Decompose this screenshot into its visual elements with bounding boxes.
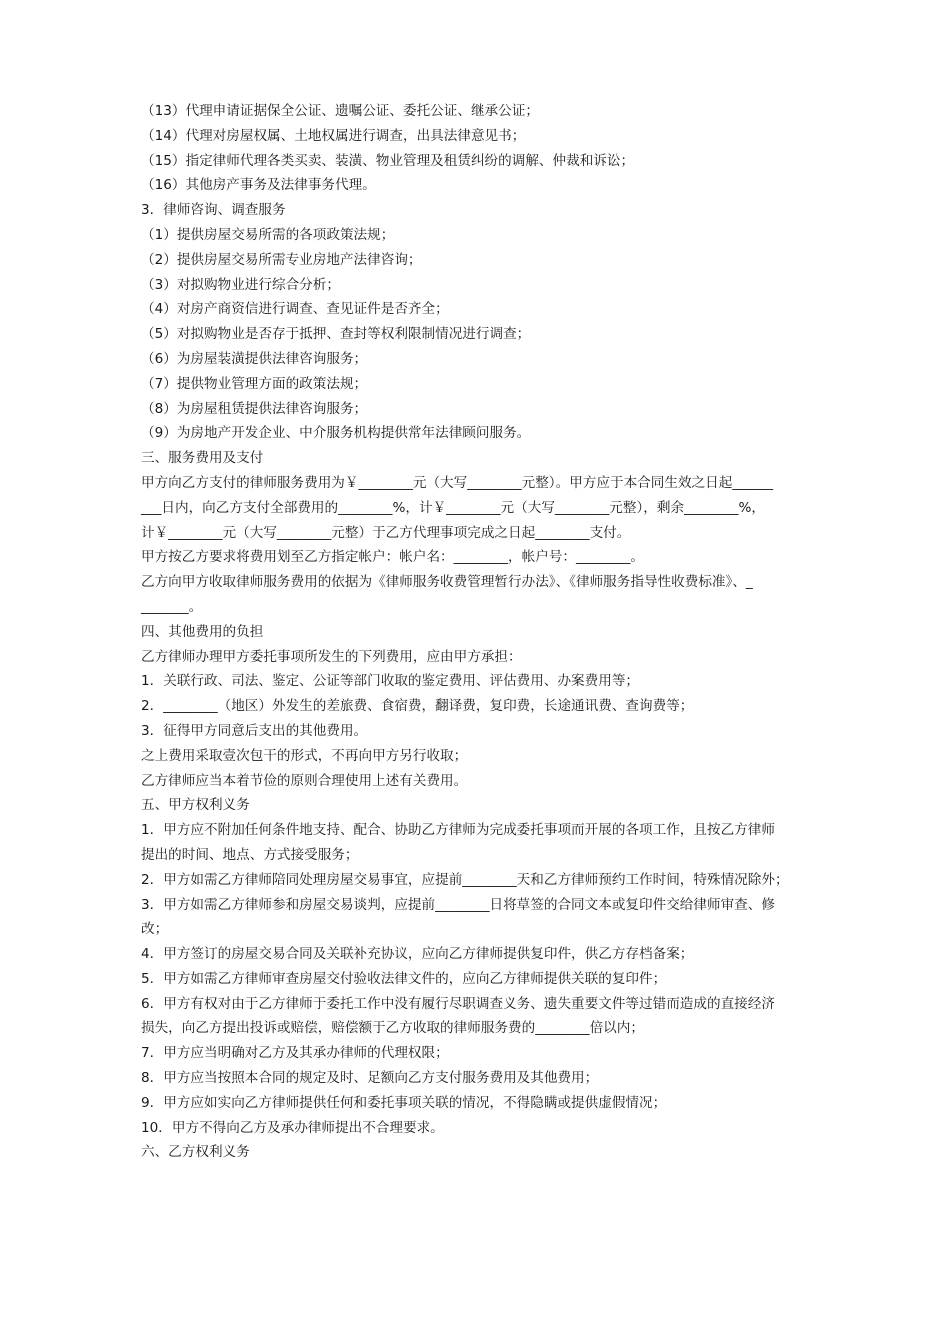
text-line: 提出的时间、地点、方式接受服务； [141,846,359,863]
text-line: 乙方律师应当本着节俭的原则合理使用上述有关费用。 [141,772,468,789]
text-line: （3）对拟购物业进行综合分析； [141,276,340,293]
text-line: 10．甲方不得向乙方及承办律师提出不合理要求。 [141,1119,444,1136]
text-line: 2．________（地区）外发生的差旅费、食宿费，翻译费，复印费，长途通讯费、查询费等； [141,698,694,715]
text-line: （14）代理对房屋权属、土地权属进行调查，出具法律意见书； [141,127,526,144]
text-line: 3．甲方如需乙方律师参和房屋交易谈判，应提前________日将草签的合同文本或复印件交给律师审查、修 [141,896,775,913]
text-line: 8．甲方应当按照本合同的规定及时、足额向乙方支付服务费用及其他费用； [141,1070,599,1087]
section-heading: 3．律师咨询、调查服务 [141,202,286,219]
text-line: 1．甲方应不附加任何条件地支持、配合、协助乙方律师为完成委托事项而开展的各项工作，且按乙方律师 [141,822,775,839]
text-line: 3．征得甲方同意后支出的其他费用。 [141,722,368,739]
text-line: （6）为房屋装潢提供法律咨询服务； [141,350,368,367]
section-heading: 三、服务费用及支付 [141,450,264,467]
text-line: （16）其他房产事务及法律事务代理。 [141,177,376,194]
text-line: 改； [141,921,169,938]
text-line: 9．甲方应如实向乙方律师提供任何和委托事项关联的情况，不得隐瞒或提供虚假情况； [141,1094,667,1111]
text-line: 损失，向乙方提出投诉或赔偿，赔偿额于乙方收取的律师服务费的________倍以内； [141,1020,644,1037]
text-line: 4．甲方签订的房屋交易合同及关联补充协议，应向乙方律师提供复印件，供乙方存档备案； [141,946,694,963]
text-line: 甲方按乙方要求将费用划至乙方指定帐户：帐户名：________，帐户号：________。 [141,549,644,566]
text-line: （7）提供物业管理方面的政策法规； [141,375,368,392]
text-line: 7．甲方应当明确对乙方及其承办律师的代理权限； [141,1045,449,1062]
text-line: 之上费用采取壹次包干的形式，不再向甲方另行收取； [141,747,468,764]
text-line: （4）对房产商资信进行调查、查见证件是否齐全； [141,301,449,318]
text-line: 乙方律师办理甲方委托事项所发生的下列费用，应由甲方承担： [141,648,522,665]
text-line: 6．甲方有权对由于乙方律师于委托工作中没有履行尽职调查义务、遗失重要文件等过错而造成的直接经济 [141,995,775,1012]
text-line: 甲方向乙方支付的律师服务费用为￥________元（大写________元整）。甲方应于本合同生效之日起______ [141,474,774,491]
section-heading: 五、甲方权利义务 [141,797,250,814]
text-line: 2．甲方如需乙方律师陪同处理房屋交易事宜，应提前________天和乙方律师预约工作时间，特殊情况除外； [141,871,789,888]
text-line: （15）指定律师代理各类买卖、装潢、物业管理及租赁纠纷的调解、仲裁和诉讼； [141,152,635,169]
section-heading: 六、乙方权利义务 [141,1144,250,1161]
text-line: （5）对拟购物业是否存于抵押、查封等权利限制情况进行调查； [141,326,531,343]
text-line: （13）代理申请证据保全公证、遗嘱公证、委托公证、继承公证； [141,103,539,119]
text-line: 计￥________元（大写________元整）于乙方代理事项完成之日起________支付。 [141,524,631,541]
text-line: （8）为房屋租赁提供法律咨询服务； [141,400,368,417]
document-body [141,99,817,1165]
text-line: _______。 [141,598,203,615]
text-line: 5．甲方如需乙方律师审查房屋交付验收法律文件的，应向乙方律师提供关联的复印件； [141,970,667,987]
text-line: （9）为房地产开发企业、中介服务机构提供常年法律顾问服务。 [141,425,531,442]
text-line: （1）提供房屋交易所需的各项政策法规； [141,226,395,243]
text-line: 1．关联行政、司法、鉴定、公证等部门收取的鉴定费用、评估费用、办案费用等； [141,673,640,690]
text-line: 乙方向甲方收取律师服务费用的依据为《律师服务收费管理暂行办法》、《律师服务指导性收费标准》、_ [141,574,753,591]
text-line: ___日内，向乙方支付全部费用的________%，计￥________元（大写________元整），剩余________%， [141,499,765,516]
section-heading: 四、其他费用的负担 [141,623,264,640]
text-line: （2）提供房屋交易所需专业房地产法律咨询； [141,251,422,268]
